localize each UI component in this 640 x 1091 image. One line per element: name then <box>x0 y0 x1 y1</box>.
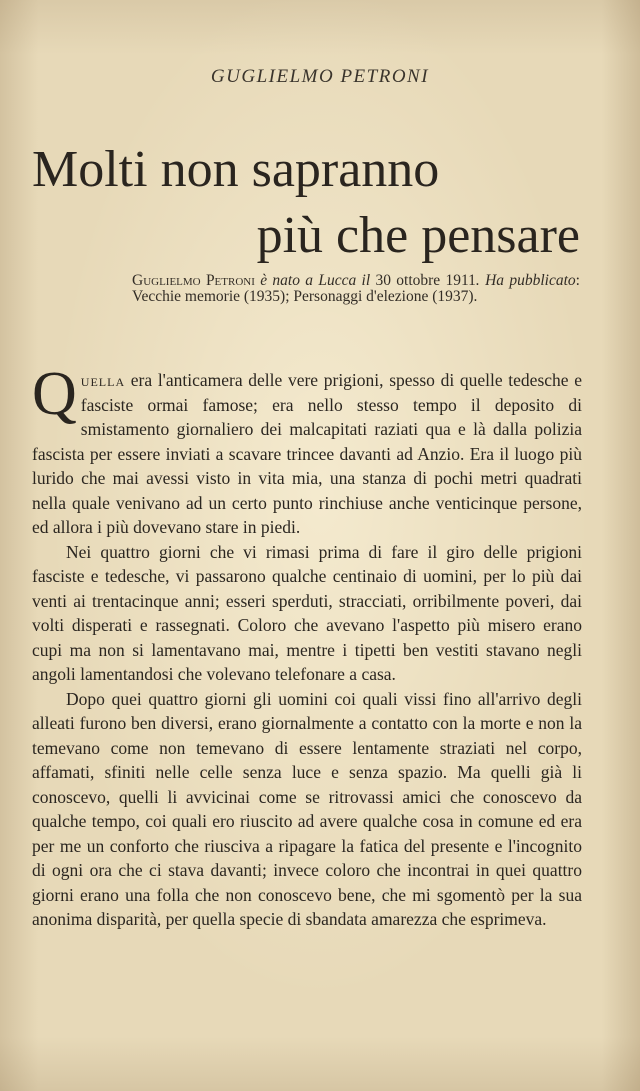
article-title-line-2: più che pensare <box>256 207 580 264</box>
author-bio <box>132 273 580 305</box>
drop-cap: Q <box>32 360 77 428</box>
bio-born-text: è nato a Lucca il <box>254 272 376 289</box>
bio-born-date: 30 ottobre 1911 <box>375 272 476 289</box>
paragraph-1-text: era l'anticamera delle vere prigioni, spesso di quelle tedesche e fasciste ormai famose; era nello stesso tempo il deposito di smistamento giornaliero dei malcapitati raziati qua e là dalla polizia fascista per essere inviati a scavare trincee davanti ad Anzio. Era il luogo più lurido che mai avessi visto in vita mia, una stanza di pochi metri quadrati nella quale venivano ad un certo punto rinchiuse anche venticinque persone, ed allora i più dovevano stare in piedi. <box>32 370 582 537</box>
article-title-line-1: Molti non sapranno <box>32 141 440 198</box>
bio-published-label: . Ha pubblicato <box>475 272 576 289</box>
paragraph-2: Nei quattro giorni che vi rimasi prima di fare il giro delle prigioni fasciste e tedesche, vi passarono qualche centinaio di uomini, per lo più dai venti ai trentacinque anni; esseri sperduti, stracciati, orribilmente poveri, dai volti disperati e rassegnati. Coloro che avevano l'aspetto più misero erano cupi ma non si lamentavano mai, mentre i tipetti ben vestiti stavano negli angoli lamentandosi che volevano telefonare a casa. <box>32 541 582 684</box>
author-header: GUGLIELMO PETRONI <box>210 66 430 87</box>
bio-works: : Vecchie memorie (1935); Personaggi d'elezione (1937). <box>132 272 580 305</box>
paragraph-3: Dopo quei quattro giorni gli uomini coi quali vissi fino all'arrivo degli alleati furono ben diversi, erano giornalmente a contatto con la morte e non la temevano come non temevano di essere lentamente straziati nel corpo, affamati, sfiniti nelle celle senza luce e senza spazio. Ma quelli già li conoscevo, quelli li avvicinai come se ritrovassi amici che conoscevo da qualche tempo, coi quali ero riuscito ad avere qualche cosa in comune ed era per me un conforto che riusciva a ripagare la fatica del presente e l'incognito di ogni ora che ci stava davanti; invece coloro che incontrai in quei quattro giorni erano una folla che non conoscevo bene, che mi sgomentò per la sua anonima disparità, per quella specie di sbandata amarezza che esprimeva. <box>32 688 582 929</box>
paragraph-1 <box>32 360 582 540</box>
paragraph-1-first-word: uella <box>80 370 126 390</box>
bio-author-name: Guglielmo Petroni <box>132 272 255 289</box>
article-body <box>32 360 582 932</box>
